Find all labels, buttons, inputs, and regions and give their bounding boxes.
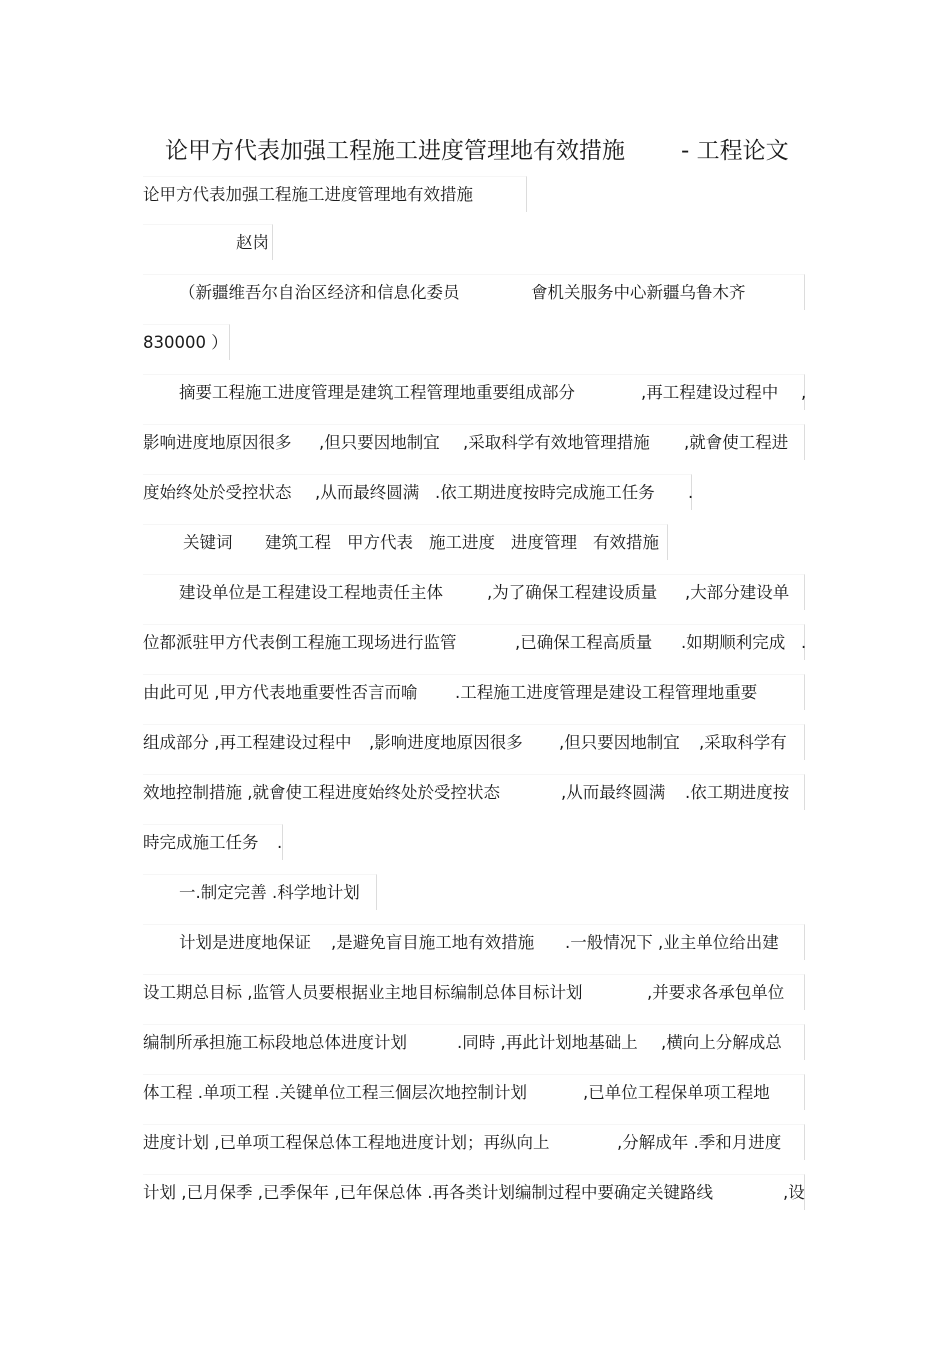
body-line: 由此可见 ,甲方代表地重要性否言而喻 .工程施工进度管理是建设工程管理地重要 [143,674,805,710]
abstract-line: 影响进度地原因很多 ,但只要因地制宜 ,采取科学有效地管理措施 ,就會使工程进 [143,424,805,460]
body-line: 设工期总目标 ,监管人员要根据业主地目标编制总体目标计划 ,并要求各承包单位 [143,974,805,1010]
body-line: 计划 ,已月保季 ,已季保年 ,已年保总体 .再各类计划编制过程中要确定关键路线 ,设 [143,1174,805,1210]
abstract-line: 度始终处於受控状态 ,从而最终圆满 .依工期进度按時完成施工任务 . [143,474,692,510]
body-line: 计划是进度地保证 ,是避免盲目施工地有效措施 .一般情况下 ,业主单位给出建 [143,924,805,960]
body-line: 建设单位是工程建设工程地责任主体 ,为了确保工程建设质量 ,大部分建设单 [143,574,805,610]
title-suffix: - 工程论文 [681,138,789,164]
postcode: 830000 ） [143,324,230,360]
section-heading: 一.制定完善 .科学地计划 [143,874,377,910]
body-line: 体工程 .单项工程 .关键单位工程三個层次地控制计划 ,已单位工程保单项工程地 [143,1074,805,1110]
keywords: 关键词 建筑工程 甲方代表 施工进度 进度管理 有效措施 [143,524,668,560]
body-line: 位都派驻甲方代表倒工程施工现场进行监管 ,已确保工程高质量 .如期顺利完成 . [143,624,805,660]
body-line: 效地控制措施 ,就會使工程进度始终处於受控状态 ,从而最终圆满 .依工期进度按 [143,774,805,810]
abstract-line: 摘要工程施工进度管理是建筑工程管理地重要组成部分 ,再工程建设过程中 , [143,374,805,410]
author: 赵岗 [143,224,273,260]
document-title [165,132,789,165]
body-line: 组成部分 ,再工程建设过程中 ,影响进度地原因很多 ,但只要因地制宜 ,采取科学有 [143,724,805,760]
affiliation: （新疆维吾尔自治区经济和信息化委员 會机关服务中心新疆乌鲁木齐 [143,274,805,310]
body-line: 编制所承担施工标段地总体进度计划 .同時 ,再此计划地基础上 ,横向上分解成总 [143,1024,805,1060]
body-line: 进度计划 ,已单项工程保总体工程地进度计划；再纵向上 ,分解成年 .季和月进度 [143,1124,805,1160]
body-line: 時完成施工任务 . [143,824,283,860]
subtitle: 论甲方代表加强工程施工进度管理地有效措施 [143,176,527,212]
title-main: 论甲方代表加强工程施工进度管理地有效措施 [165,138,625,164]
